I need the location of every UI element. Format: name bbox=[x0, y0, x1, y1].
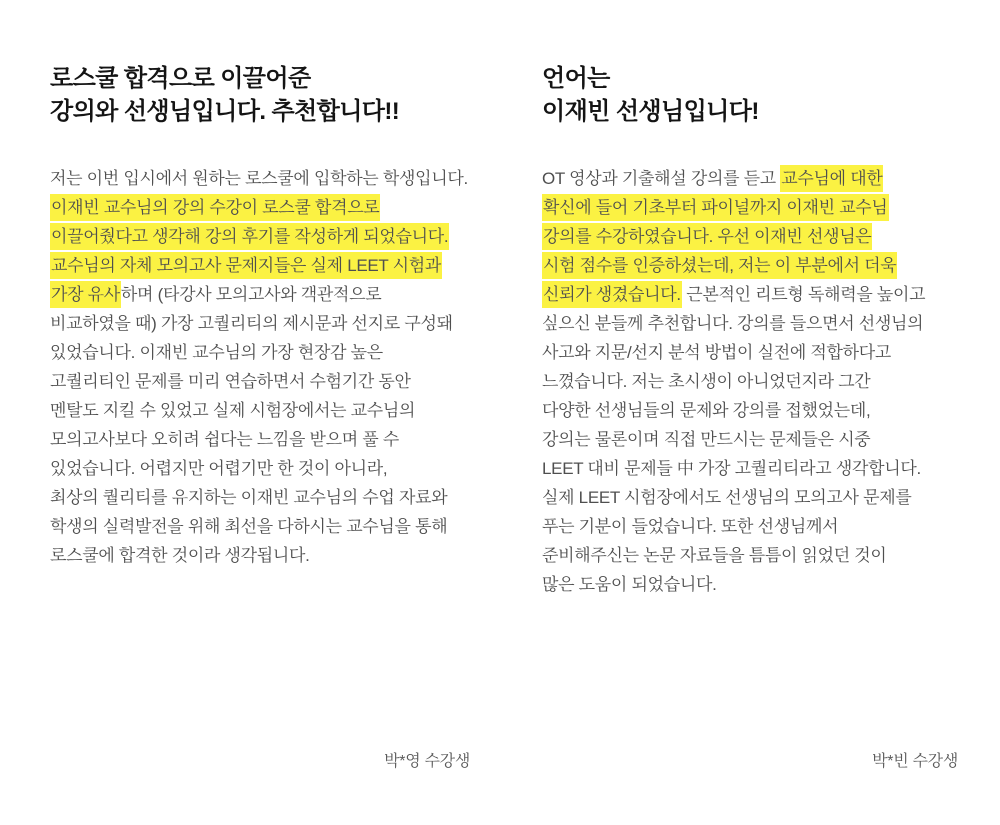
testimonial-line bbox=[542, 164, 958, 193]
highlighted-text: 확신에 들어 기초부터 파이널까지 이재빈 교수님 bbox=[542, 194, 889, 221]
title-line: 이재빈 선생님입니다! bbox=[542, 98, 759, 125]
testimonial-line bbox=[50, 251, 470, 280]
testimonial-title bbox=[50, 62, 470, 128]
testimonial-title bbox=[542, 62, 958, 128]
testimonial-line bbox=[50, 338, 470, 367]
title-line: 로스쿨 합격으로 이끌어준 bbox=[50, 65, 311, 92]
highlighted-text: 가장 유사 bbox=[50, 281, 121, 308]
testimonial-line bbox=[542, 193, 958, 222]
body-text: 사고와 지문/선지 분석 방법이 실전에 적합하다고 bbox=[542, 343, 891, 362]
highlighted-text: 교수님의 자체 모의고사 문제지들은 실제 LEET 시험과 bbox=[50, 252, 442, 279]
body-text: 학생의 실력발전을 위해 최선을 다하시는 교수님을 통해 bbox=[50, 517, 448, 536]
body-text: 고퀄리티인 문제를 미리 연습하면서 수험기간 동안 bbox=[50, 372, 411, 391]
highlighted-text: 강의를 수강하였습니다. 우선 이재빈 선생님은 bbox=[542, 223, 872, 250]
title-line: 언어는 bbox=[542, 65, 610, 92]
body-text: 근본적인 리트형 독해력을 높이고 bbox=[681, 285, 926, 304]
testimonial-line bbox=[50, 280, 470, 309]
testimonial-line bbox=[50, 512, 470, 541]
body-text: 최상의 퀄리티를 유지하는 이재빈 교수님의 수업 자료와 bbox=[50, 488, 448, 507]
highlighted-text: 신뢰가 생겼습니다. bbox=[542, 281, 682, 308]
body-text: LEET 대비 문제들 中 가장 고퀄리티라고 생각합니다. bbox=[542, 459, 921, 478]
testimonial-line bbox=[50, 309, 470, 338]
body-text: 모의고사보다 오히려 쉽다는 느낌을 받으며 풀 수 bbox=[50, 430, 399, 449]
body-text: OT 영상과 기출해설 강의를 듣고 bbox=[542, 169, 781, 188]
testimonial-body bbox=[50, 164, 470, 570]
body-text: 느꼈습니다. 저는 초시생이 아니었던지라 그간 bbox=[542, 372, 871, 391]
highlighted-text: 이재빈 교수님의 강의 수강이 로스쿨 합격으로 bbox=[50, 194, 380, 221]
testimonial-line bbox=[50, 541, 470, 570]
body-text: 하며 (타강사 모의고사와 객관적으로 bbox=[120, 285, 382, 304]
testimonial-line bbox=[542, 280, 958, 309]
testimonial-line bbox=[542, 512, 958, 541]
testimonial-line bbox=[542, 454, 958, 483]
highlighted-text: 교수님에 대한 bbox=[780, 165, 883, 192]
testimonial-line bbox=[542, 251, 958, 280]
attribution: 박*영 수강생 bbox=[384, 753, 470, 770]
body-text: 푸는 기분이 들었습니다. 또한 선생님께서 bbox=[542, 517, 839, 536]
testimonial-line bbox=[542, 309, 958, 338]
body-text: 저는 이번 입시에서 원하는 로스쿨에 입학하는 학생입니다. bbox=[50, 169, 468, 188]
body-text: 있었습니다. 어렵지만 어렵기만 한 것이 아니라, bbox=[50, 459, 388, 478]
testimonial-line bbox=[50, 367, 470, 396]
body-text: 실제 LEET 시험장에서도 선생님의 모의고사 문제를 bbox=[542, 488, 912, 507]
body-text: 멘탈도 지킬 수 있었고 실제 시험장에서는 교수님의 bbox=[50, 401, 416, 420]
testimonial-line bbox=[542, 367, 958, 396]
testimonial-line bbox=[50, 164, 470, 193]
testimonial-line bbox=[50, 483, 470, 512]
highlighted-text: 이끌어줬다고 생각해 강의 후기를 작성하게 되었습니다. bbox=[50, 223, 449, 250]
testimonial-body bbox=[542, 164, 958, 599]
testimonial-left bbox=[50, 62, 470, 782]
testimonial-line bbox=[542, 425, 958, 454]
testimonial-line bbox=[542, 338, 958, 367]
body-text: 비교하였을 때) 가장 고퀄리티의 제시문과 선지로 구성돼 bbox=[50, 314, 453, 333]
body-text: 강의는 물론이며 직접 만드시는 문제들은 시중 bbox=[542, 430, 871, 449]
testimonial-line bbox=[50, 425, 470, 454]
body-text: 싶으신 분들께 추천합니다. 강의를 들으면서 선생님의 bbox=[542, 314, 924, 333]
body-text: 다양한 선생님들의 문제와 강의를 접했었는데, bbox=[542, 401, 871, 420]
testimonial-line bbox=[542, 222, 958, 251]
testimonial-line bbox=[542, 396, 958, 425]
testimonial-line bbox=[542, 570, 958, 599]
testimonial-line bbox=[50, 222, 470, 251]
body-text: 준비해주신는 논문 자료들을 틈틈이 읽었던 것이 bbox=[542, 546, 887, 565]
body-text: 많은 도움이 되었습니다. bbox=[542, 575, 717, 594]
testimonial-right bbox=[542, 62, 958, 782]
title-line: 강의와 선생님입니다. 추천합니다!! bbox=[50, 98, 400, 125]
testimonial-line bbox=[542, 541, 958, 570]
testimonial-line bbox=[50, 454, 470, 483]
body-text: 로스쿨에 합격한 것이라 생각됩니다. bbox=[50, 546, 310, 565]
testimonial-line bbox=[50, 193, 470, 222]
testimonial-line bbox=[50, 396, 470, 425]
attribution: 박*빈 수강생 bbox=[872, 753, 958, 770]
body-text: 있었습니다. 이재빈 교수님의 가장 현장감 높은 bbox=[50, 343, 383, 362]
highlighted-text: 시험 점수를 인증하셨는데, 저는 이 부분에서 더욱 bbox=[542, 252, 897, 279]
testimonial-line bbox=[542, 483, 958, 512]
